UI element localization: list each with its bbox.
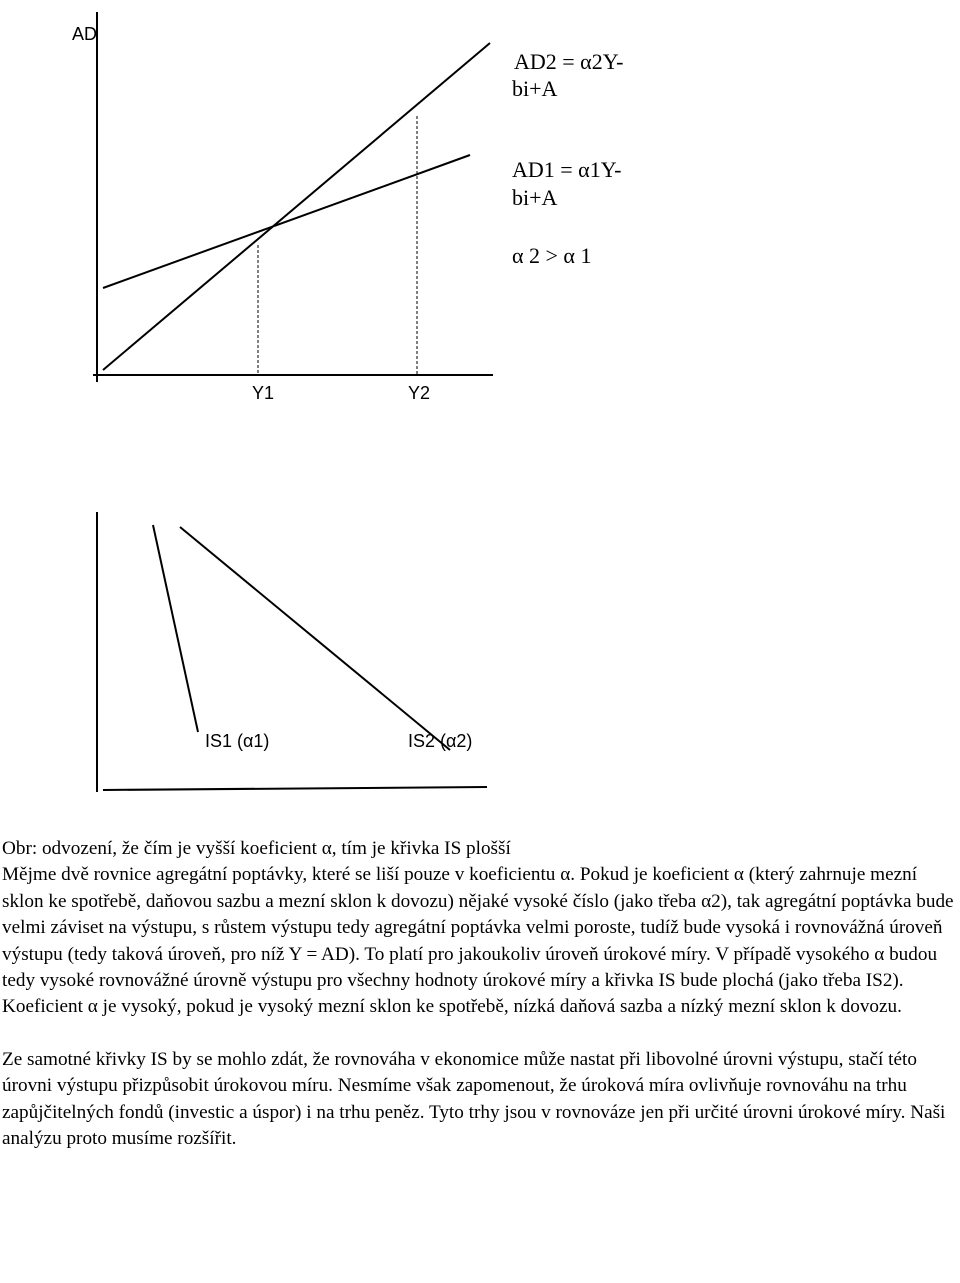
y2-tick-label: Y2: [408, 383, 431, 403]
ad-axis-label: AD: [72, 24, 98, 44]
is1-line: [153, 525, 198, 732]
ad1-line: [103, 155, 470, 288]
is1-label: IS1 (α1): [205, 731, 270, 751]
is-x-axis: [103, 787, 487, 790]
ad1-equation-line2: bi+A: [512, 185, 558, 210]
ad2-equation-line1: AD2 = α2Y-: [514, 49, 624, 74]
figure-caption: Obr: odvození, že čím je vyšší koeficient α, tím je křivka IS plošší: [2, 838, 511, 859]
paragraph-2: Koeficient α je vysoký, pokud je vysoký mezní sklon ke spotřebě, nízká daňová sazba a nízký mezní sklon k dovozu.: [2, 996, 902, 1018]
ad1-equation-line1: AD1 = α1Y-: [512, 157, 622, 182]
ad2-equation-line2: bi+A: [512, 76, 558, 101]
y1-tick-label: Y1: [252, 383, 275, 403]
paragraph-1: Mějme dvě rovnice agregátní poptávky, které se liší pouze v koeficientu α. Pokud je koeficient α (který zahrnuje mezní sklon ke spotřebě, daňovou sazbu a mezní sklon k dovozu) nějaké vysoké číslo (jako třeba α2), tak agregátní poptávka bude velmi záviset na výstupu, s růstem výstupu tedy agregátní poptávka velmi poroste, tudíž bude vysoká i rovnovážná úroveň výstupu (tedy taková úroveň, pro níž Y = AD). To platí pro jakoukoliv úroveň úrokové míry. V případě vysokého α budou tedy vysoké rovnovážné úrovně výstupu pro všechny hodnoty úrokové míry a křivka IS bude plochá (jako třeba IS2).: [2, 864, 954, 992]
is2-line: [180, 527, 450, 750]
ad2-line: [103, 43, 490, 370]
alpha-condition: α 2 > α 1: [512, 243, 592, 268]
paragraph-3: Ze samotné křivky IS by se mohlo zdát, že rovnováha v ekonomice může nastat při libovolné úrovni výstupu, stačí této úrovni výstupu přizpůsobit úrokovou míru. Nesmíme však zapomenout, že úroková míra ovlivňuje rovnováhu na trhu zapůjčitelných fondů (investic a úspor) i na trhu peněz. Tyto trhy jsou v rovnováze jen při určité úrovni úrokové míry. Naši analýzu proto musíme rozšířit.: [2, 1048, 946, 1150]
is2-label: IS2 (α2): [408, 731, 473, 751]
body-text: [2, 836, 954, 1152]
